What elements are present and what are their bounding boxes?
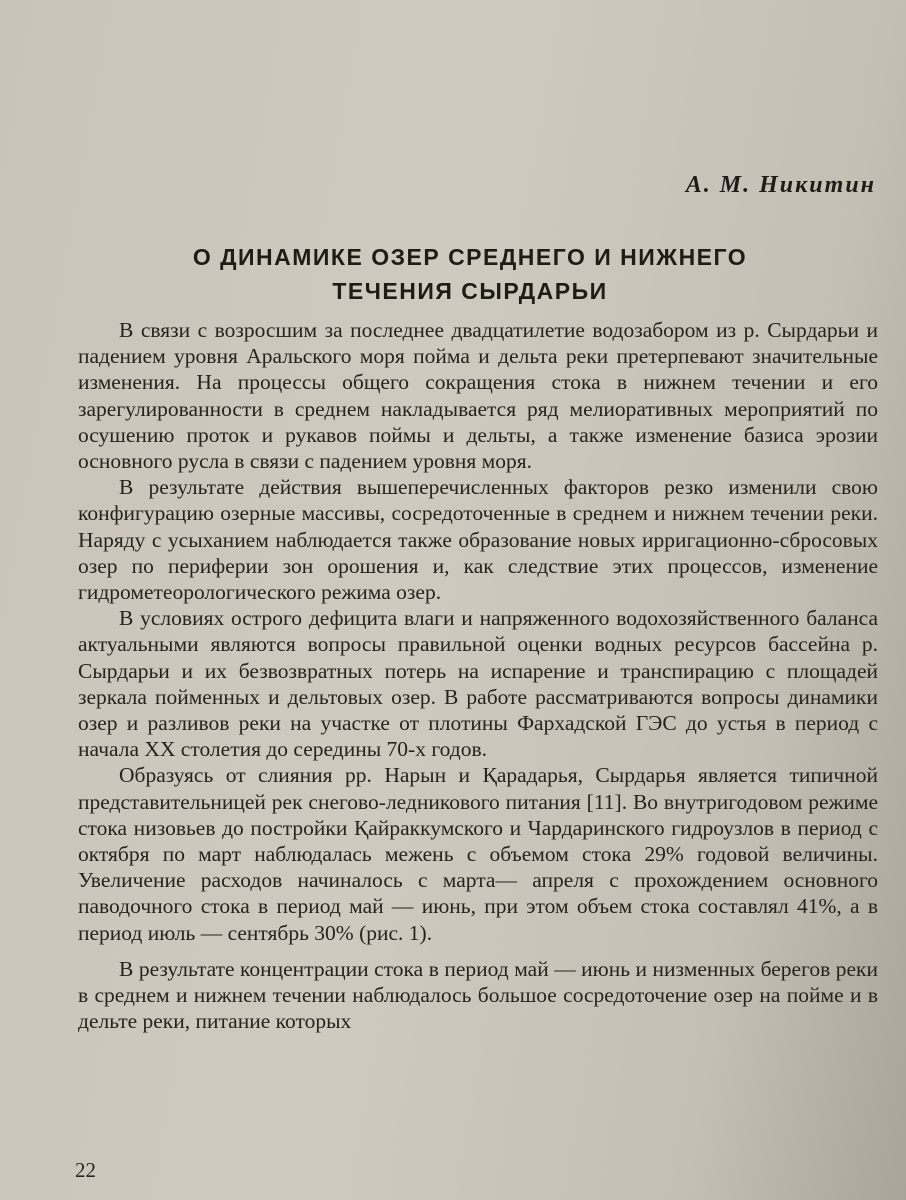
author-name: А. М. Никитин (685, 172, 876, 198)
paragraph-3: В условиях острого дефицита влаги и напряженного водохозяйственного баланса актуальными являются вопросы правильной оценки водных ресурсов бассейна р. Сырдарьи и их безвозвратных потерь на испарение и транспирацию с площадей зеркала пойменных и дельтовых озер. В работе рассматриваются вопросы динамики озер и разливов реки на участке от плотины Фархадской ГЭС до устья в период с начала XX столетия до середины 70-х годов. (78, 606, 878, 762)
paragraph-5: В результате концентрации стока в период май — июнь и низменных берегов реки в среднем и нижнем течении наблюдалось большое сосредоточение озер на пойме и в дельте реки, питание которых (78, 956, 878, 1034)
article-title (150, 240, 790, 308)
paragraph-2: В результате действия вышеперечисленных факторов резко изменили свою конфигурацию озерные массивы, сосредоточенные в среднем и нижнем течении реки. Наряду с усыханием наблюдается также образование новых ирригационно-сбросовых озер по периферии зон орошения и, как следствие этих процессов, изменение гидрометеорологического режима озер. (78, 475, 878, 605)
title-line-2: ТЕЧЕНИЯ СЫРДАРЬИ (332, 278, 608, 304)
article-body (78, 317, 878, 1034)
paragraph-1: В связи с возросшим за последнее двадцатилетие водозабором из р. Сырдарьи и падением уровня Аральского моря пойма и дельта реки претерпевают значительные изменения. На процессы общего сокращения стока в нижнем течении и его зарегулированности в среднем накладывается ряд мелиоративных мероприятий по осушению проток и рукавов поймы и дельты, а также изменение базиса эрозии основного русла в связи с падением уровня моря. (78, 318, 878, 474)
page-number: 22 (75, 1158, 96, 1182)
title-line-1: О ДИНАМИКЕ ОЗЕР СРЕДНЕГО И НИЖНЕГО (192, 244, 748, 270)
paragraph-4: Образуясь от слияния рр. Нарын и Қарадарья, Сырдарья является типичной представительницей рек снегово-ледникового питания [11]. Во внутригодовом режиме стока низовьев до постройки Қайраккумского и Чардаринского гидроузлов в период с октября по март наблюдалась межень с объемом стока 29% годовой величины. Увеличение расходов начиналось с марта— апреля с прохождением основного паводочного стока в период май — июнь, при этом объем стока составлял 41%, а в период июль — сентябрь 30% (рис. 1). (78, 763, 878, 945)
